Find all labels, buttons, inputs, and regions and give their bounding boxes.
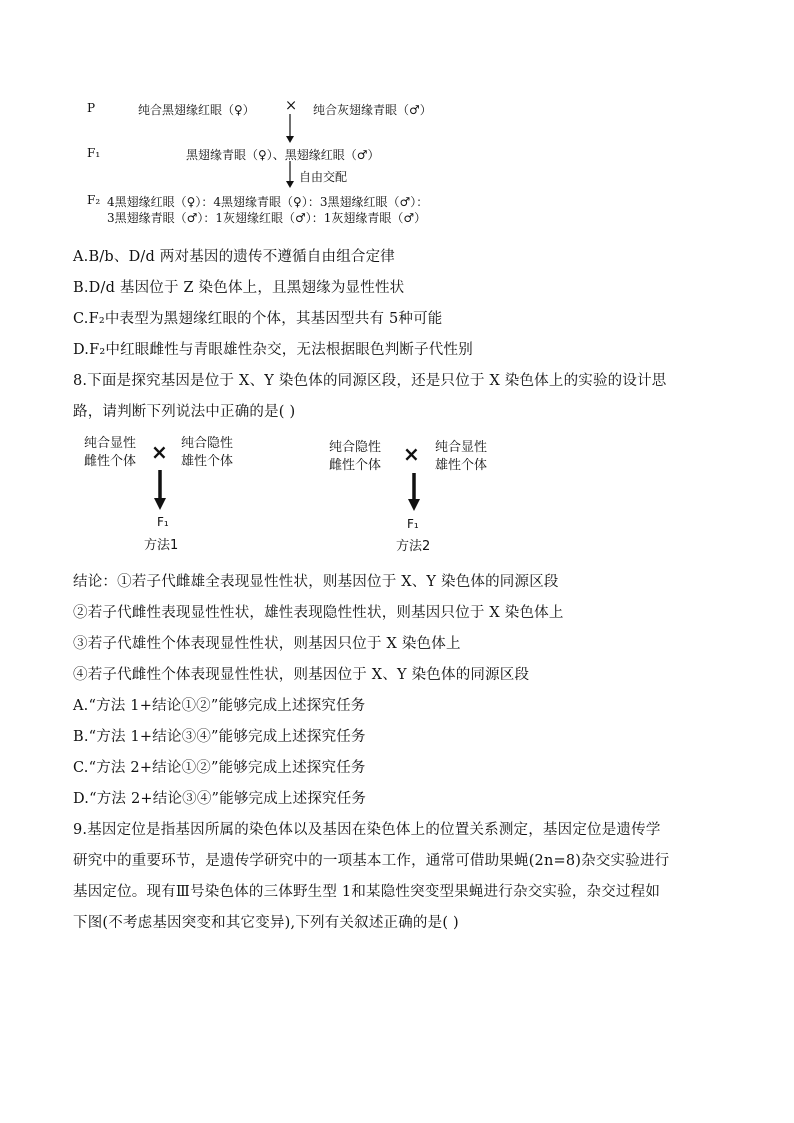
q7-option-a: A.B/b、D/d 两对基因的遗传不遵循自由组合定律 [73, 249, 396, 265]
method1-left-line1: 纯合显性 [84, 436, 137, 451]
method1-right-line2: 雄性个体 [181, 454, 234, 469]
method2-left-line2: 雌性个体 [329, 458, 382, 473]
q8-option-a: A.“方法 1+结论①②”能够完成上述探究任务 [73, 698, 366, 714]
q8-conclusion-4: ④若子代雌性个体表现显性性状，则基因位于 X、Y 染色体的同源区段 [73, 667, 530, 683]
f1-generation-label: F₁ [87, 146, 101, 160]
method2-name: 方法2 [396, 539, 431, 554]
method2-offspring: F₁ [407, 517, 419, 531]
q8-conclusion-3: ③若子代雄性个体表现显性性状，则基因只位于 X 染色体上 [73, 636, 461, 652]
q8-conclusion-1: 结论：①若子代雌雄全表现显性性状，则基因位于 X、Y 染色体的同源区段 [73, 574, 559, 590]
method2-cross-symbol: × [403, 442, 420, 466]
method1-left-line2: 雌性个体 [84, 454, 137, 469]
f2-ratio-line-2: 3黑翅缘青眼（♂）：1灰翅缘红眼（♂）：1灰翅缘青眼（♂） [107, 211, 427, 225]
q9-line-3: 基因定位。现有Ⅲ号染色体的三体野生型 1和某隐性突变型果蝇进行杂交实验，杂交过程如 [73, 884, 661, 900]
p-female-parent: 纯合黑翅缘红眼（♀） [138, 103, 255, 117]
q8-option-c: C.“方法 2+结论①②”能够完成上述探究任务 [73, 760, 366, 776]
q8-conclusion-2: ②若子代雌性表现显性性状，雄性表现隐性性状，则基因只位于 X 染色体上 [73, 605, 564, 621]
method1-offspring: F₁ [157, 515, 169, 529]
q7-option-c: C.F₂中表型为黑翅缘红眼的个体，其基因型共有 5种可能 [73, 311, 443, 327]
q8-stem-line-2: 路，请判断下列说法中正确的是( ) [73, 404, 296, 420]
free-mating-label: 自由交配 [299, 170, 348, 184]
down-arrow-icon [154, 498, 166, 510]
p-generation-label: P [87, 101, 96, 115]
cross-symbol: × [285, 98, 298, 114]
q7-option-d: D.F₂中红眼雌性与青眼雄性杂交，无法根据眼色判断子代性别 [73, 342, 473, 358]
method1-right-line1: 纯合隐性 [181, 436, 234, 451]
q8-option-d: D.“方法 2+结论③④”能够完成上述探究任务 [73, 791, 367, 807]
f1-offspring: 黑翅缘青眼（♀）、黑翅缘红眼（♂） [186, 148, 380, 162]
f2-ratio-line-1: 4黑翅缘红眼（♀）：4黑翅缘青眼（♀）：3黑翅缘红眼（♂）： [107, 195, 429, 209]
down-arrow-icon [408, 499, 420, 511]
method1-cross-symbol: × [151, 440, 168, 464]
method1-name: 方法1 [144, 538, 179, 553]
p-male-parent: 纯合灰翅缘青眼（♂） [313, 103, 432, 117]
f2-generation-label: F₂ [87, 193, 101, 207]
q9-line-1: 9.基因定位是指基因所属的染色体以及基因在染色体上的位置关系测定，基因定位是遗传学 [73, 822, 661, 838]
q8-stem-line-1: 8.下面是探究基因是位于 X、Y 染色体的同源区段，还是只位于 X 染色体上的实验的设计思 [73, 373, 667, 389]
method2-left-line1: 纯合隐性 [329, 440, 382, 455]
q8-option-b: B.“方法 1+结论③④”能够完成上述探究任务 [73, 729, 366, 745]
method2-right-line1: 纯合显性 [435, 440, 488, 455]
q7-option-b: B.D/d 基因位于 Z 染色体上，且黑翅缘为显性性状 [73, 280, 405, 296]
q9-line-4: 下图(不考虑基因突变和其它变异),下列有关叙述正确的是( ) [73, 915, 459, 931]
q9-line-2: 研究中的重要环节，是遗传学研究中的一项基本工作，通常可借助果蝇(2n=8)杂交实验进行 [73, 853, 670, 869]
method2-right-line2: 雄性个体 [435, 458, 488, 473]
